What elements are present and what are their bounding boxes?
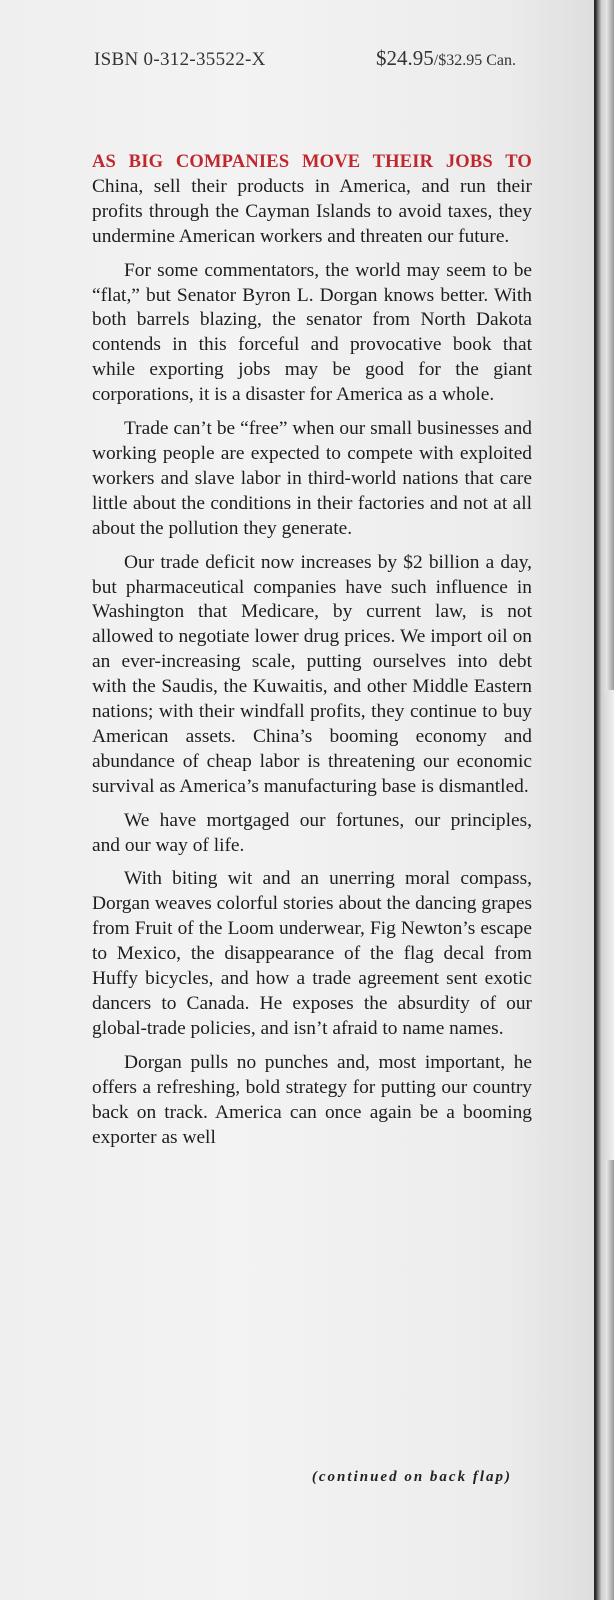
lead-rest: China, sell their products in America, and run their profits through the Cayman Islands to avoid taxes, they undermine American workers and threaten our future. [92, 175, 532, 247]
price-header [94, 46, 516, 71]
paragraph-5: We have mortgaged our fortunes, our principles, and our way of life. [92, 809, 532, 856]
price [376, 46, 516, 71]
paragraph-7: Dorgan pulls no punches and, most important, he offers a refreshing, bold strategy for putting our country back on track. America can once again be a booming exporter as well [92, 1051, 532, 1148]
paragraph-6: With biting wit and an unerring moral compass, Dorgan weaves colorful stories about the dancing grapes from Fruit of the Loom underwear, Fig Newton’s escape to Mexico, the disappearance of the flag decal from Huffy bicycles, and how a trade agreement sent exotic dancers to Canada. He exposes the absurdity of our global-trade policies, and isn’t afraid to name names. [92, 868, 532, 1039]
continued-note: (continued on back flap) [311, 1469, 512, 1485]
paragraph-lead [92, 150, 532, 250]
isbn-number: ISBN 0-312-35522-X [94, 49, 266, 70]
paragraph-3: Trade can’t be “free” when our small businesses and working people are expected to compete with exploited workers and slave labor in third-world nations that care little about the conditions in their factories and not at all about the pollution they generate. [92, 418, 532, 539]
price-can: /$32.95 Can. [433, 52, 516, 69]
flap-copy [92, 150, 532, 1159]
book-edge-notch [604, 690, 614, 1160]
paragraph-4: Our trade deficit now increases by $2 billion a day, but pharmaceutical companies have such influence in Washington that Medicare, by current law, is not allowed to negotiate lower drug prices. We import oil on an ever-increasing scale, putting ourselves into debt with the Saudis, the Kuwaitis, and other Middle Eastern nations; with their windfall profits, they continue to buy American assets. China’s booming economy and abundance of cheap labor is threatening our economic survival as America’s manufacturing base is dismantled. [92, 551, 532, 797]
price-us: $24.95 [376, 46, 434, 70]
paragraph-2: For some commentators, the world may seem to be “flat,” but Senator Byron L. Dorgan knows better. With both barrels blazing, the senator from North Dakota contends in this forceful and provocative book that while exporting jobs may be good for the giant corporations, it is a disaster for America as a whole. [92, 259, 532, 406]
lead-caps: AS BIG COMPANIES MOVE THEIR JOBS TO [92, 152, 532, 172]
